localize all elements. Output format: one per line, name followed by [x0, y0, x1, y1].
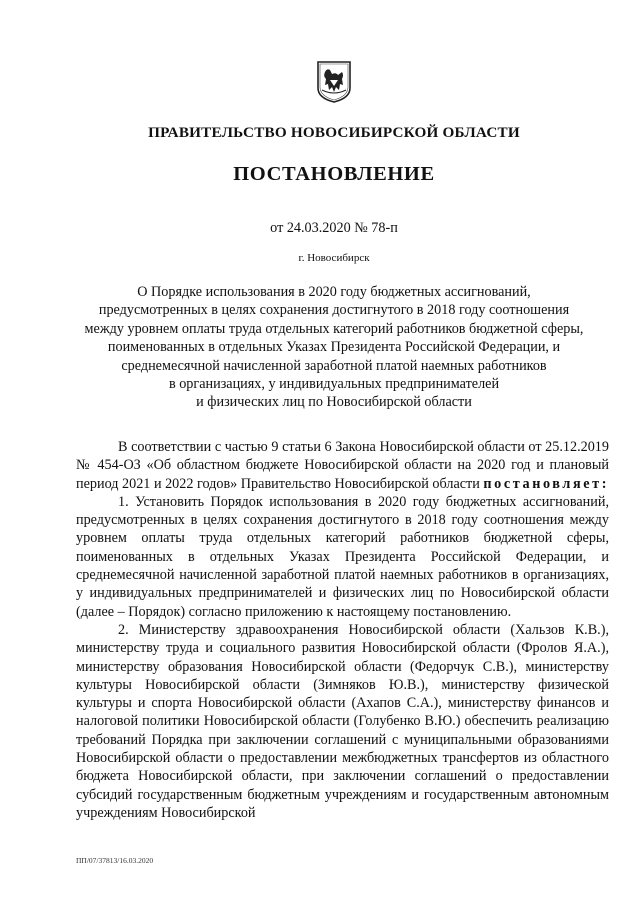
city: г. Новосибирск [298, 252, 370, 264]
coat-of-arms-icon [316, 60, 352, 104]
government-name: ПРАВИТЕЛЬСТВО НОВОСИБИРСКОЙ ОБЛАСТИ [148, 124, 520, 141]
preamble-text: В соответствии с частью 9 статьи 6 Закона Новосибирской области от 25.12.2019 № 454-ОЗ «Об областном бюджете Новосибирской области на 2020 год и плановый период 2021 и 2022 годов» Правительство Новосибирской области [76, 439, 609, 492]
title-line: среднемесячной начисленной заработной платой наемных работников [121, 357, 547, 374]
title-line: и физических лиц по Новосибирской области [196, 394, 472, 411]
resolves-colon: : [601, 475, 607, 492]
title-line: О Порядке использования в 2020 году бюджетных ассигнований, [137, 284, 531, 300]
item-1-paragraph: 1. Установить Порядок использования в 2020 году бюджетных ассигнований, предусмотренных в целях сохранения достигнутого в 2018 году соотношения между уровнем оплаты труда отдельных категорий работников бюджетной сферы, поименованных в отдельных Указах Президента Российской Федерации, и среднемесячной начисленной заработной платой наемных работников в организациях, у индивидуальных предпринимателей и физических лиц по Новосибирской области (далее – Порядок) согласно приложению к настоящему постановлению. [76, 493, 609, 620]
preamble-paragraph [76, 438, 609, 493]
item-2-paragraph: 2. Министерству здравоохранения Новосибирской области (Хальзов К.В.), министерству труда и социального развития Новосибирской области (Фролов Я.А.), министерству образования Новосибирской области (Федорчук С.В.), министерству культуры Новосибирской области (Зимняков Ю.В.), министерству физической культуры и спорта Новосибирской области (Ахапов С.А.), министерству финансов и налоговой политики Новосибирской области (Голубенко В.Ю.) обеспечить реализацию требований Порядка при заключении соглашений с муниципальными образованиями Новосибирской области о предоставлении межбюджетных трансфертов из областного бюджета Новосибирской области, при заключении соглашений о предоставлении субсидий государственным бюджетным учреждениям и государственным автономным учреждениям Новосибирской [76, 621, 609, 821]
title-line: поименованных в отдельных Указах Президента Российской Федерации, и [107, 339, 561, 356]
resolves-word: постановляет [483, 475, 602, 492]
date-and-number: от 24.03.2020 № 78-п [270, 220, 398, 236]
document-type: ПОСТАНОВЛЕНИЕ [233, 163, 435, 185]
document-body [76, 438, 609, 822]
title-line: в организациях, у индивидуальных предпринимателей [168, 376, 500, 393]
document-title [76, 283, 592, 412]
title-line: предусмотренных в целях сохранения достигнутого в 2018 году соотношения [98, 302, 570, 319]
title-line: между уровнем оплаты труда отдельных категорий работников бюджетной сферы, [84, 320, 584, 337]
document-code: ПП/07/37813/16.03.2020 [76, 856, 154, 865]
